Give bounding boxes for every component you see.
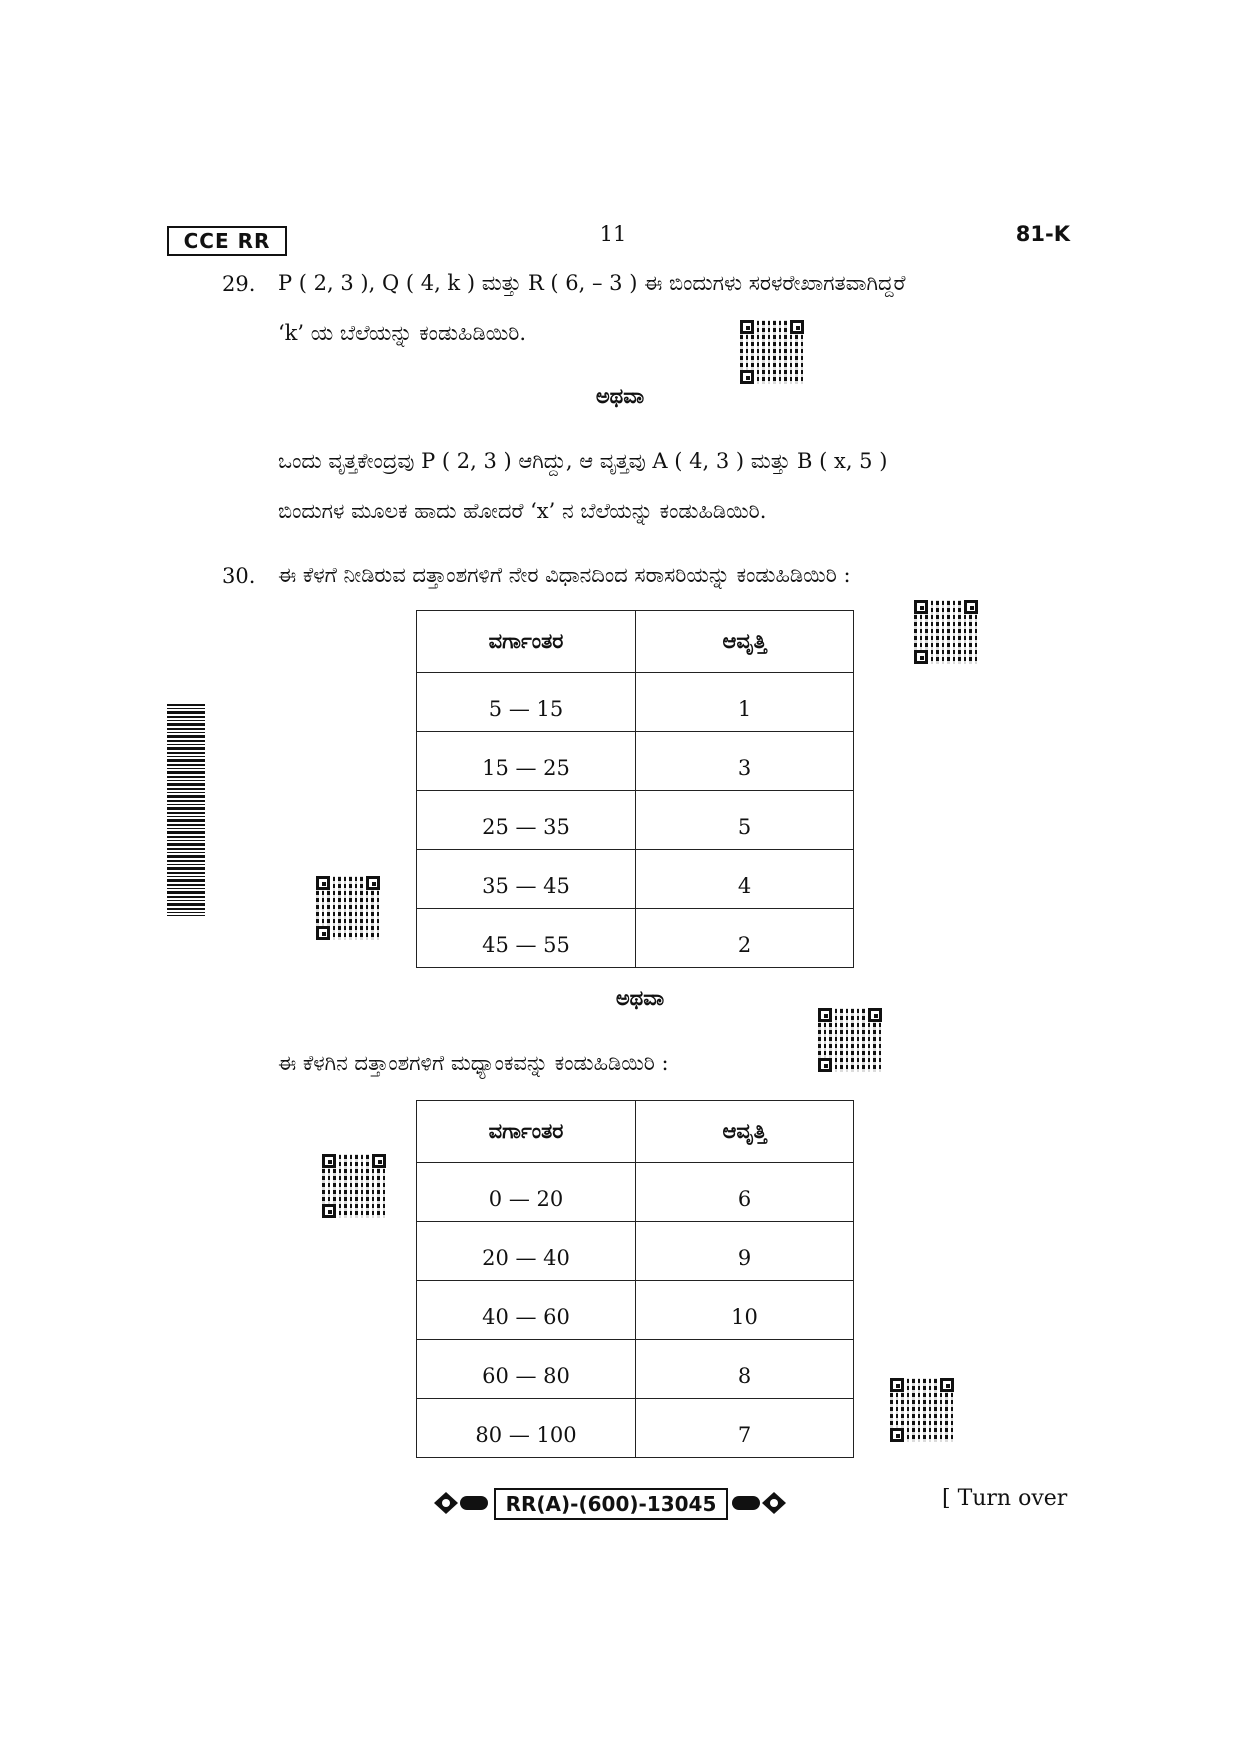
q30-or-label: ಅಥವಾ bbox=[615, 986, 665, 1010]
table-row bbox=[417, 909, 854, 968]
table-row bbox=[417, 673, 854, 732]
frequency-value: 9 bbox=[636, 1222, 854, 1281]
median-frequency-table bbox=[416, 1100, 854, 1458]
qr-code-icon bbox=[914, 600, 978, 664]
qr-code-icon bbox=[740, 320, 804, 384]
class-interval: 35 — 45 bbox=[417, 850, 636, 909]
table-row bbox=[417, 850, 854, 909]
class-interval: 45 — 55 bbox=[417, 909, 636, 968]
frequency-value: 3 bbox=[636, 732, 854, 791]
q30-alt-instruction: ಈ ಕೆಳಗಿನ ದತ್ತಾಂಶಗಳಿಗೆ ಮಧ್ಯಾಂಕವನ್ನು ಕಂಡುಹಿಡಿಯಿರಿ : bbox=[278, 1051, 669, 1075]
q29-line1: P ( 2, 3 ), Q ( 4, k ) ಮತ್ತು R ( 6, – 3 ) ಈ ಬಿಂದುಗಳು ಸರಳರೇಖಾಗತವಾಗಿದ್ದರೆ bbox=[278, 271, 906, 295]
footer-code: RR(A)-(600)-13045 bbox=[494, 1488, 728, 1520]
qr-code-icon bbox=[322, 1154, 386, 1218]
table-row bbox=[417, 791, 854, 850]
class-interval: 0 — 20 bbox=[417, 1163, 636, 1222]
frequency-value: 4 bbox=[636, 850, 854, 909]
series-label: CCE RR bbox=[167, 226, 287, 256]
class-interval: 80 — 100 bbox=[417, 1399, 636, 1458]
frequency-value: 6 bbox=[636, 1163, 854, 1222]
class-interval: 20 — 40 bbox=[417, 1222, 636, 1281]
table-row bbox=[417, 1340, 854, 1399]
frequency-value: 5 bbox=[636, 791, 854, 850]
table-header-frequency: ಆವೃತ್ತಿ bbox=[636, 611, 854, 673]
ornament-right-icon bbox=[730, 1488, 788, 1518]
frequency-value: 10 bbox=[636, 1281, 854, 1340]
table-row bbox=[417, 1163, 854, 1222]
table-header-frequency: ಆವೃತ್ತಿ bbox=[636, 1101, 854, 1163]
frequency-value: 8 bbox=[636, 1340, 854, 1399]
qr-code-icon bbox=[316, 876, 380, 940]
q29-number: 29. bbox=[222, 272, 256, 296]
table-row bbox=[417, 1281, 854, 1340]
paper-code: 81-K bbox=[1015, 222, 1070, 246]
frequency-value: 7 bbox=[636, 1399, 854, 1458]
turn-over-label: [ Turn over bbox=[942, 1486, 1068, 1511]
q29-alt-line1: ಒಂದು ವೃತ್ತಕೇಂದ್ರವು P ( 2, 3 ) ಆಗಿದ್ದು, ಆ ವೃತ್ತವು A ( 4, 3 ) ಮತ್ತು B ( x, 5 ) bbox=[278, 449, 888, 473]
table-row bbox=[417, 732, 854, 791]
q30-number: 30. bbox=[222, 564, 256, 588]
class-interval: 25 — 35 bbox=[417, 791, 636, 850]
barcode bbox=[167, 704, 205, 916]
table-header-class: ವರ್ಗಾಂತರ bbox=[417, 611, 636, 673]
frequency-value: 1 bbox=[636, 673, 854, 732]
table-header-class: ವರ್ಗಾಂತರ bbox=[417, 1101, 636, 1163]
q30-instruction: ಈ ಕೆಳಗೆ ನೀಡಿರುವ ದತ್ತಾಂಶಗಳಿಗೆ ನೇರ ವಿಧಾನದಿಂದ ಸರಾಸರಿಯನ್ನು ಕಂಡುಹಿಡಿಯಿರಿ : bbox=[278, 563, 851, 587]
class-interval: 40 — 60 bbox=[417, 1281, 636, 1340]
q29-line2: ‘k’ ಯ ಬೆಲೆಯನ್ನು ಕಂಡುಹಿಡಿಯಿರಿ. bbox=[278, 321, 527, 345]
qr-code-icon bbox=[818, 1008, 882, 1072]
q29-or-label: ಅಥವಾ bbox=[595, 384, 645, 408]
q29-alt-line2: ಬಿಂದುಗಳ ಮೂಲಕ ಹಾದು ಹೋದರೆ ‘x’ ನ ಬೆಲೆಯನ್ನು ಕಂಡುಹಿಡಿಯಿರಿ. bbox=[278, 499, 767, 523]
mean-frequency-table bbox=[416, 610, 854, 968]
ornament-left-icon bbox=[432, 1488, 490, 1518]
frequency-value: 2 bbox=[636, 909, 854, 968]
table-row bbox=[417, 1222, 854, 1281]
class-interval: 5 — 15 bbox=[417, 673, 636, 732]
class-interval: 60 — 80 bbox=[417, 1340, 636, 1399]
qr-code-icon bbox=[890, 1378, 954, 1442]
table-row bbox=[417, 1399, 854, 1458]
class-interval: 15 — 25 bbox=[417, 732, 636, 791]
page-number: 11 bbox=[599, 222, 627, 246]
